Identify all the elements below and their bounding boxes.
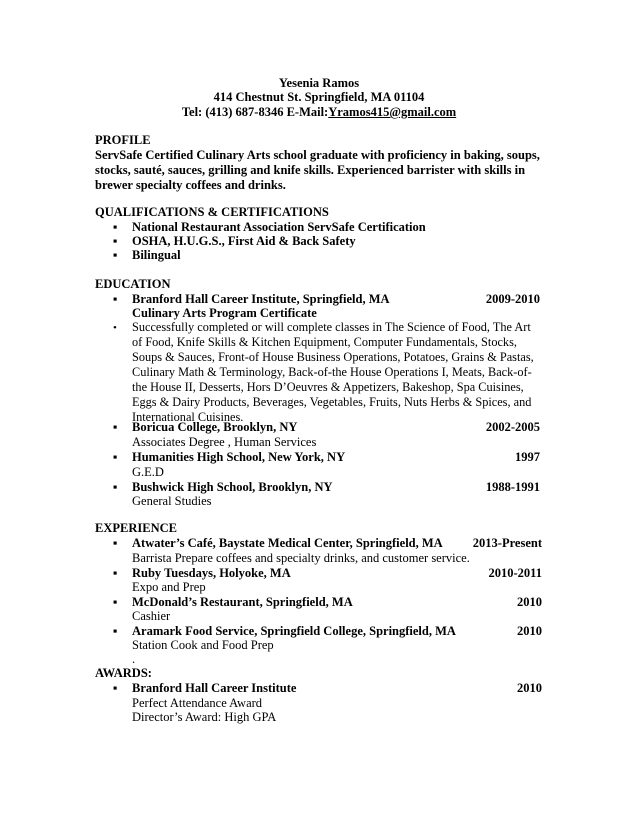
education-school: Bushwick High School, Brooklyn, NY [132, 480, 333, 494]
bullet-icon: ▪ [113, 566, 118, 580]
trailing-period: . [132, 652, 136, 666]
experience-role: Barrista Prepare coffees and specialty drinks, and customer service. [132, 551, 470, 565]
profile-heading: PROFILE [95, 133, 151, 147]
description-line: of Food, Knife Skills & Kitchen Equipment, Computer Fundamentals, Stocks, [132, 335, 517, 349]
education-detail: Associates Degree , Human Services [132, 435, 317, 449]
award-line: Perfect Attendance Award [132, 696, 263, 710]
education-years: 2009-2010 [485, 292, 540, 306]
description-line: Eggs & Dairy Products, Beverages, Vegetables, Fruits, Nuts Herbs & Spices, and [132, 395, 532, 409]
education-detail: G.E.D [132, 465, 164, 479]
description-line: International Cuisines. [132, 410, 244, 424]
experience-years: 2010-2011 [488, 566, 542, 580]
email-link[interactable]: Yramos415@gmail.com [328, 105, 457, 119]
experience-role: Cashier [132, 609, 171, 623]
bullet-icon: ▪ [113, 480, 118, 494]
education-years: 1997 [515, 450, 540, 464]
profile-line: ServSafe Certified Culinary Arts school graduate with proficiency in baking, soups, [95, 148, 540, 162]
profile-text [95, 148, 545, 193]
education-description [132, 320, 542, 425]
education-school: Branford Hall Career Institute, Springfield, MA [132, 292, 390, 306]
education-heading: EDUCATION [95, 277, 171, 291]
experience-role: Station Cook and Food Prep [132, 638, 274, 652]
qualification-item: OSHA, H.U.G.S., First Aid & Back Safety [132, 234, 356, 248]
education-school: Boricua College, Brooklyn, NY [132, 420, 298, 434]
bullet-icon: ▪ [113, 450, 118, 464]
applicant-contact [0, 105, 638, 120]
bullet-icon: ▪ [113, 536, 118, 550]
qualification-item: Bilingual [132, 248, 181, 262]
bullet-icon: ▪ [113, 624, 118, 638]
experience-years: 2013-Present [472, 536, 542, 550]
bullet-icon: ▪ [113, 248, 118, 262]
experience-employer: Atwater’s Café, Baystate Medical Center, Springfield, MA [132, 536, 443, 550]
applicant-address: 414 Chestnut St. Springfield, MA 01104 [213, 90, 425, 104]
experience-role: Expo and Prep [132, 580, 206, 594]
award-line: Director’s Award: High GPA [132, 710, 277, 724]
profile-line: brewer specialty coffees and drinks. [95, 178, 286, 192]
education-detail: General Studies [132, 494, 212, 508]
education-program: Culinary Arts Program Certificate [132, 306, 317, 320]
experience-employer: McDonald’s Restaurant, Springfield, MA [132, 595, 353, 609]
description-line: the House II, Desserts, Hors D’Oeuvres & Appetizers, Bakeshop, Spa Cuisines, [132, 380, 524, 394]
description-line: Culinary Math & Terminology, Back-of-the House Operations I, Meats, Back-of- [132, 365, 532, 379]
experience-employer: Aramark Food Service, Springfield College, Springfield, MA [132, 624, 456, 638]
bullet-icon: ▪ [113, 681, 118, 695]
bullet-icon: ▪ [113, 595, 118, 609]
profile-line: stocks, sauté, sauces, grilling and knife skills. Experienced barrister with skills in [95, 163, 526, 177]
bullet-icon: ▪ [113, 234, 118, 248]
experience-employer: Ruby Tuesdays, Holyoke, MA [132, 566, 291, 580]
description-line: Soups & Sauces, Front-of House Business Operations, Potatoes, Grains & Pastas, [132, 350, 534, 364]
qualifications-heading: QUALIFICATIONS & CERTIFICATIONS [95, 205, 329, 219]
experience-heading: EXPERIENCE [95, 521, 177, 535]
experience-years: 2010 [517, 595, 542, 609]
education-school: Humanities High School, New York, NY [132, 450, 346, 464]
bullet-icon: ▪ [113, 292, 118, 306]
qualification-item: National Restaurant Association ServSafe Certification [132, 220, 426, 234]
education-years: 2002-2005 [485, 420, 540, 434]
experience-years: 2010 [517, 624, 542, 638]
award-years: 2010 [517, 681, 542, 695]
bullet-icon: ▪ [113, 420, 118, 434]
education-years: 1988-1991 [485, 480, 540, 494]
contact-phone: Tel: (413) 687-8346 E-Mail: [181, 105, 329, 119]
award-institution: Branford Hall Career Institute [132, 681, 297, 695]
awards-heading: AWARDS: [95, 666, 152, 680]
small-bullet-icon: • [113, 322, 117, 334]
description-line: Successfully completed or will complete classes in The Science of Food, The Art [132, 320, 531, 334]
applicant-name: Yesenia Ramos [278, 76, 360, 90]
bullet-icon: ▪ [113, 220, 118, 234]
